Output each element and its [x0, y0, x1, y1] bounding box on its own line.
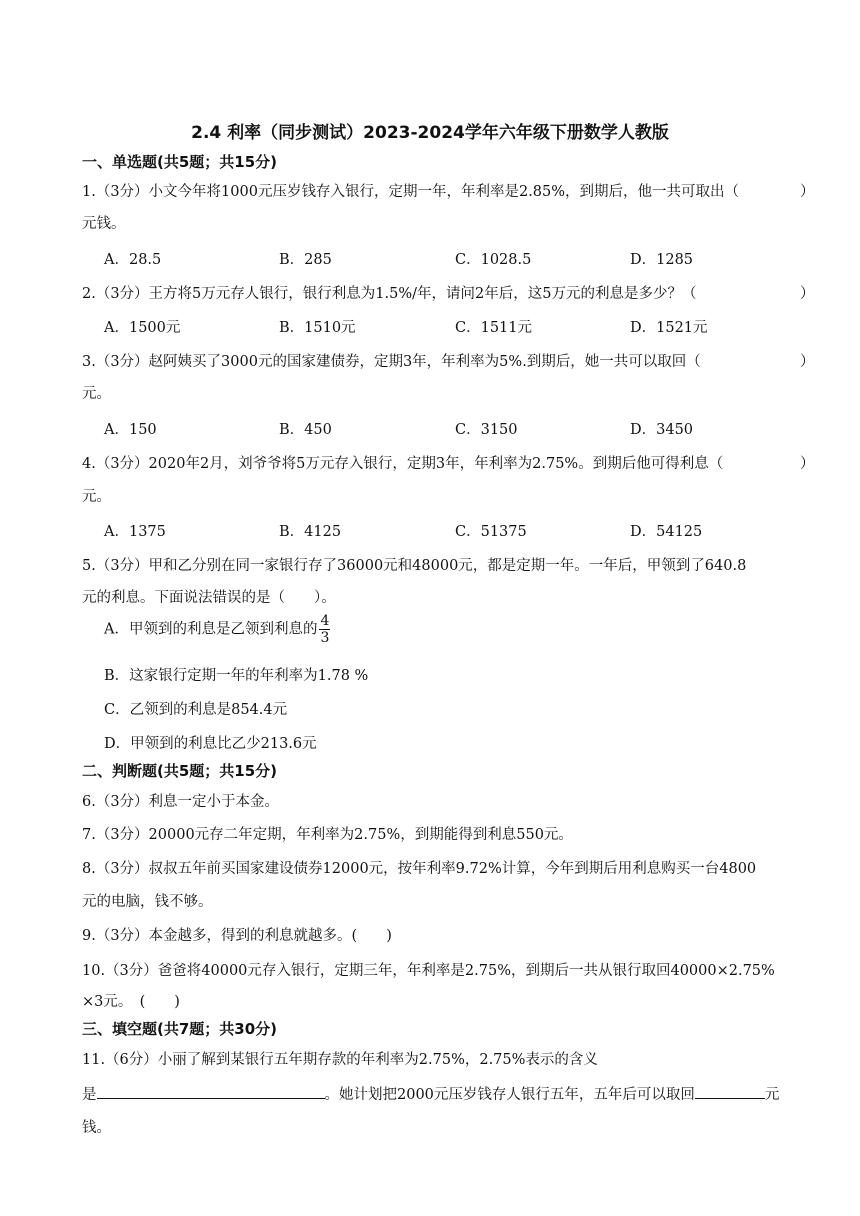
question-1-option-b[interactable]: B．285	[279, 252, 332, 268]
question-2-option-c[interactable]: C．1511元	[455, 320, 532, 336]
question-2-option-a[interactable]: A．1500元	[104, 320, 181, 336]
question-1-paren: ）	[800, 184, 815, 200]
question-11-text-cont	[82, 1083, 779, 1104]
question-6-text: 6.（3分）利息一定小于本金。	[82, 794, 280, 810]
question-7-text: 7.（3分）20000元存二年定期，年利率为2.75%，到期能得到利息550元。	[82, 827, 573, 843]
question-11-text-end: 钱。	[82, 1120, 111, 1136]
question-2-paren: ）	[800, 286, 815, 302]
question-4-option-d[interactable]: D．54125	[630, 524, 703, 540]
question-3-option-a[interactable]: A．150	[104, 422, 157, 438]
question-3-option-c[interactable]: C．3150	[455, 422, 518, 438]
question-5-text-cont: 元的利息。下面说法错误的是（ ）。	[82, 590, 336, 606]
question-4-paren: ）	[800, 456, 815, 472]
question-5-option-a[interactable]	[104, 614, 330, 645]
question-5-text: 5.（3分）甲和乙分别在同一家银行存了36000元和48000元，都是定期一年。一年后，甲领到了640.8	[82, 558, 747, 574]
question-10-text: 10.（3分）爸爸将40000元存入银行，定期三年，年利率是2.75%，到期后一共从银行取回40000×2.75%	[82, 963, 775, 979]
question-4-option-b[interactable]: B．4125	[279, 524, 342, 540]
answer-blank-2[interactable]	[695, 1084, 765, 1099]
question-8-text-cont: 元的电脑，钱不够。	[82, 894, 213, 910]
question-11-suffix: 元	[764, 1087, 780, 1103]
question-4-text: 4.（3分）2020年2月，刘爷爷将5万元存入银行，定期3年，年利率为2.75%。到期后他可得利息（	[82, 456, 724, 472]
section-true-false: 二、判断题(共5题；共15分)	[82, 762, 278, 780]
answer-blank-1[interactable]	[97, 1084, 325, 1099]
fraction-denominator: 3	[320, 630, 330, 646]
question-5-option-c[interactable]: C．乙领到的利息是854.4元	[104, 702, 288, 718]
section-fill-blank: 三、填空题(共7题；共30分)	[82, 1020, 278, 1038]
question-9-text: 9.（3分）本金越多，得到的利息就越多。( )	[82, 928, 392, 944]
question-1-text-cont: 元钱。	[82, 216, 126, 232]
question-4-text-cont: 元。	[82, 489, 111, 505]
question-11-middle: 。她计划把2000元压岁钱存人银行五年，五年后可以取回	[324, 1087, 695, 1103]
question-5-option-d[interactable]: D．甲领到的利息比乙少213.6元	[104, 736, 317, 752]
question-1-option-d[interactable]: D．1285	[630, 252, 694, 268]
question-2-option-b[interactable]: B．1510元	[279, 320, 356, 336]
question-3-option-b[interactable]: B．450	[279, 422, 332, 438]
question-2-option-d[interactable]: D．1521元	[630, 320, 708, 336]
question-4-option-c[interactable]: C．51375	[455, 524, 527, 540]
question-8-text: 8.（3分）叔叔五年前买国家建设债券12000元，按年利率9.72%计算，今年到期后用利息购买一台4800	[82, 861, 757, 877]
question-4-option-a[interactable]: A．1375	[104, 524, 166, 540]
section-single-choice: 一、单选题(共5题；共15分)	[82, 153, 278, 171]
page-title: 2.4 利率（同步测试）2023-2024学年六年级下册数学人教版	[191, 123, 669, 143]
question-10-text-cont: ×3元。 ( )	[82, 994, 180, 1010]
question-5-option-a-text: A．甲领到的利息是乙领到利息的	[104, 621, 318, 638]
question-3-text: 3.（3分）赵阿姨买了3000元的国家建债券，定期3年，年利率为5%.到期后，她一共可以取回（	[82, 354, 701, 370]
question-11-prefix: 是	[82, 1087, 97, 1103]
question-3-text-cont: 元。	[82, 386, 111, 402]
question-1-option-c[interactable]: C．1028.5	[455, 252, 532, 268]
fraction-four-thirds	[319, 614, 330, 645]
question-5-option-b[interactable]: B．这家银行定期一年的年利率为1.78 %	[104, 668, 369, 684]
question-11-text: 11.（6分）小丽了解到某银行五年期存款的年利率为2.75%，2.75%表示的含义	[82, 1052, 598, 1068]
question-1-option-a[interactable]: A．28.5	[104, 252, 162, 268]
question-2-text: 2.（3分）王方将5万元存人银行，银行利息为1.5%/年，请问2年后，这5万元的利息是多少？（	[82, 286, 697, 302]
question-3-option-d[interactable]: D．3450	[630, 422, 694, 438]
fraction-numerator: 4	[320, 613, 330, 629]
question-1-text: 1.（3分）小文今年将1000元压岁钱存入银行，定期一年，年利率是2.85%，到期后，他一共可取出（	[82, 184, 740, 200]
question-3-paren: ）	[800, 354, 815, 370]
